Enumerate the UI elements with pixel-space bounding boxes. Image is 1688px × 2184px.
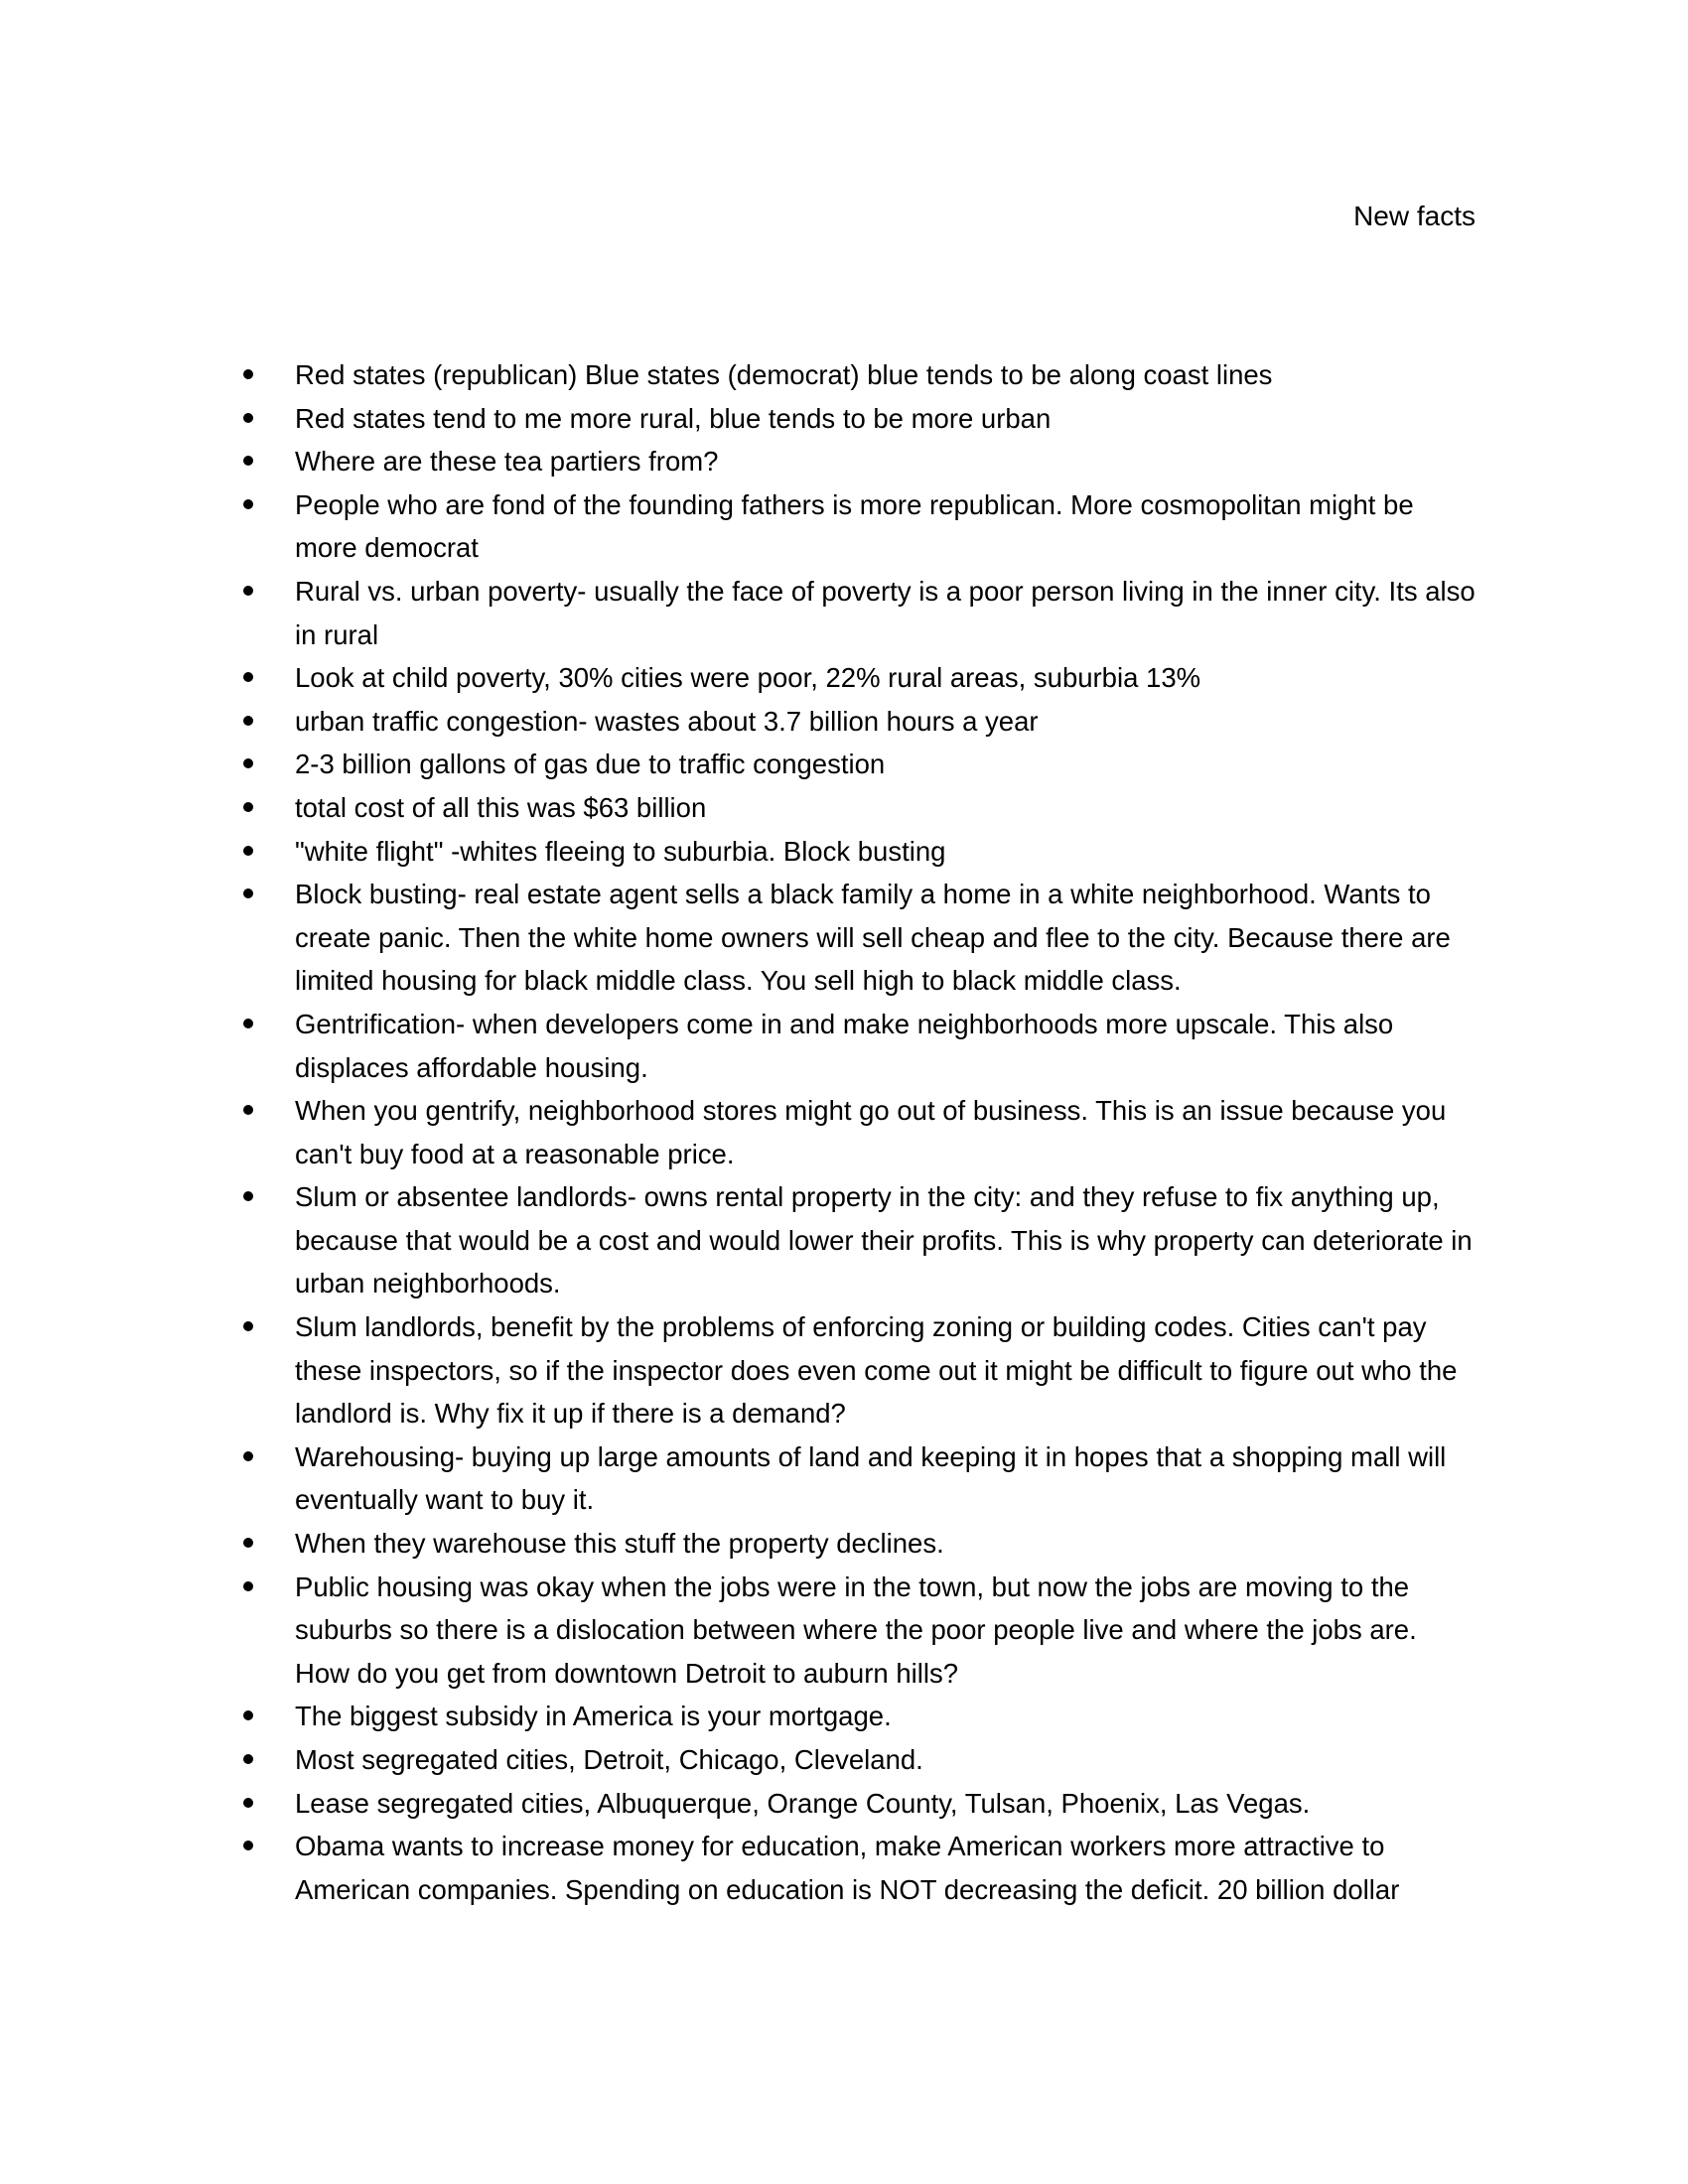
bullet-item [243,1566,1477,1696]
bullet-text: Warehousing- buying up large amounts of land and keeping it in hopes that a shopping mall will eventually want to buy it. [295,1440,1447,1516]
page-title: New facts [1353,201,1476,231]
bullet-item [243,1305,1477,1435]
bullet-item [243,830,1477,874]
bullet-dot-icon [243,802,253,812]
bullet-item [243,1175,1477,1305]
bullet-text: Look at child poverty, 30% cities were poor, 22% rural areas, suburbia 13% [295,662,1201,694]
bullet-text: Public housing was okay when the jobs were in the town, but now the jobs are moving to the suburbs so there is a dislocation between where the poor people live and where the jobs are. How do you get from downtown Detroit to auburn hills? [295,1570,1417,1689]
bullet-dot-icon [243,1538,253,1548]
bullet-dot-icon [243,672,253,682]
bullet-text: Most segregated cities, Detroit, Chicago, Cleveland. [295,1744,923,1775]
bullet-text: Red states (republican) Blue states (democrat) blue tends to be along coast lines [295,359,1273,390]
bullet-item [243,656,1477,700]
bullet-text: Rural vs. urban poverty- usually the face of poverty is a poor person living in the inner city. Its also in rural [295,575,1476,650]
bullet-item [243,397,1477,441]
bullet-text: Slum or absentee landlords- owns rental property in the city: and they refuse to fix anything up, because that would be a cost and would lower their profits. This is why property can deteriorate in urban neighborhoods. [295,1181,1473,1299]
bullet-item [243,1003,1477,1089]
bullet-dot-icon [243,1581,253,1591]
bullet-dot-icon [243,1105,253,1115]
bullet-item [243,570,1477,656]
bullet-text: People who are fond of the founding fathers is more republican. More cosmopolitan might be more democrat [295,488,1414,564]
bullet-dot-icon [243,846,253,856]
bullet-dot-icon [243,1191,253,1201]
bullet-text: total cost of all this was $63 billion [295,791,707,823]
bullet-text: 2-3 billion gallons of gas due to traffic congestion [295,749,886,780]
bullet-dot-icon [243,1451,253,1461]
bullet-dot-icon [243,1754,253,1764]
bullet-item [243,1522,1477,1566]
bullet-text: Gentrification- when developers come in and make neighborhoods more upscale. This also displaces affordable housing. [295,1008,1394,1083]
bullet-item [243,440,1477,483]
bullet-list [243,353,1477,1911]
bullet-dot-icon [243,413,253,423]
bullet-item [243,1738,1477,1782]
bullet-text: Lease segregated cities, Albuquerque, Orange County, Tulsan, Phoenix, Las Vegas. [295,1787,1311,1819]
bullet-text: Slum landlords, benefit by the problems of enforcing zoning or building codes. Cities can't pay these inspectors, so if the inspector does even come out it might be difficult to figure out who the landlord is. Why fix it up if there is a demand? [295,1311,1458,1430]
bullet-item [243,873,1477,1003]
bullet-item [243,743,1477,786]
bullet-text: urban traffic congestion- wastes about 3.7 billion hours a year [295,705,1039,737]
bullet-item [243,483,1477,570]
bullet-dot-icon [243,1019,253,1028]
bullet-dot-icon [243,369,253,379]
bullet-item [243,786,1477,830]
bullet-text: When you gentrify, neighborhood stores might go out of business. This is an issue because you can't buy food at a reasonable price. [295,1095,1447,1169]
bullet-item [243,1825,1477,1911]
bullet-dot-icon [243,1710,253,1720]
bullet-dot-icon [243,716,253,726]
bullet-dot-icon [243,1798,253,1808]
bullet-text: When they warehouse this stuff the property declines. [295,1528,944,1560]
bullet-dot-icon [243,1841,253,1850]
bullet-dot-icon [243,456,253,466]
bullet-item [243,1435,1477,1522]
bullet-text: The biggest subsidy in America is your mortgage. [295,1701,892,1732]
bullet-dot-icon [243,499,253,509]
bullet-text: "white flight" -whites fleeing to suburbia. Block busting [295,835,946,867]
bullet-dot-icon [243,758,253,768]
bullet-dot-icon [243,586,253,596]
bullet-item [243,353,1477,397]
bullet-dot-icon [243,888,253,898]
bullet-item [243,1089,1477,1175]
bullet-item [243,1782,1477,1826]
bullet-text: Red states tend to me more rural, blue tends to be more urban [295,402,1052,434]
bullet-text: Obama wants to increase money for education, make American workers more attractive to American companies. Spending on education is NOT decreasing the deficit. 20 billion dollar [295,1831,1400,1905]
bullet-text: Where are these tea partiers from? [295,446,719,478]
bullet-item [243,700,1477,744]
bullet-dot-icon [243,1321,253,1331]
bullet-item [243,1695,1477,1738]
bullet-text: Block busting- real estate agent sells a black family a home in a white neighborhood. Wants to create panic. Then the white home owners will sell cheap and flee to the city. Because there are limited housing for black middle class. You sell high to black middle class. [295,879,1451,997]
